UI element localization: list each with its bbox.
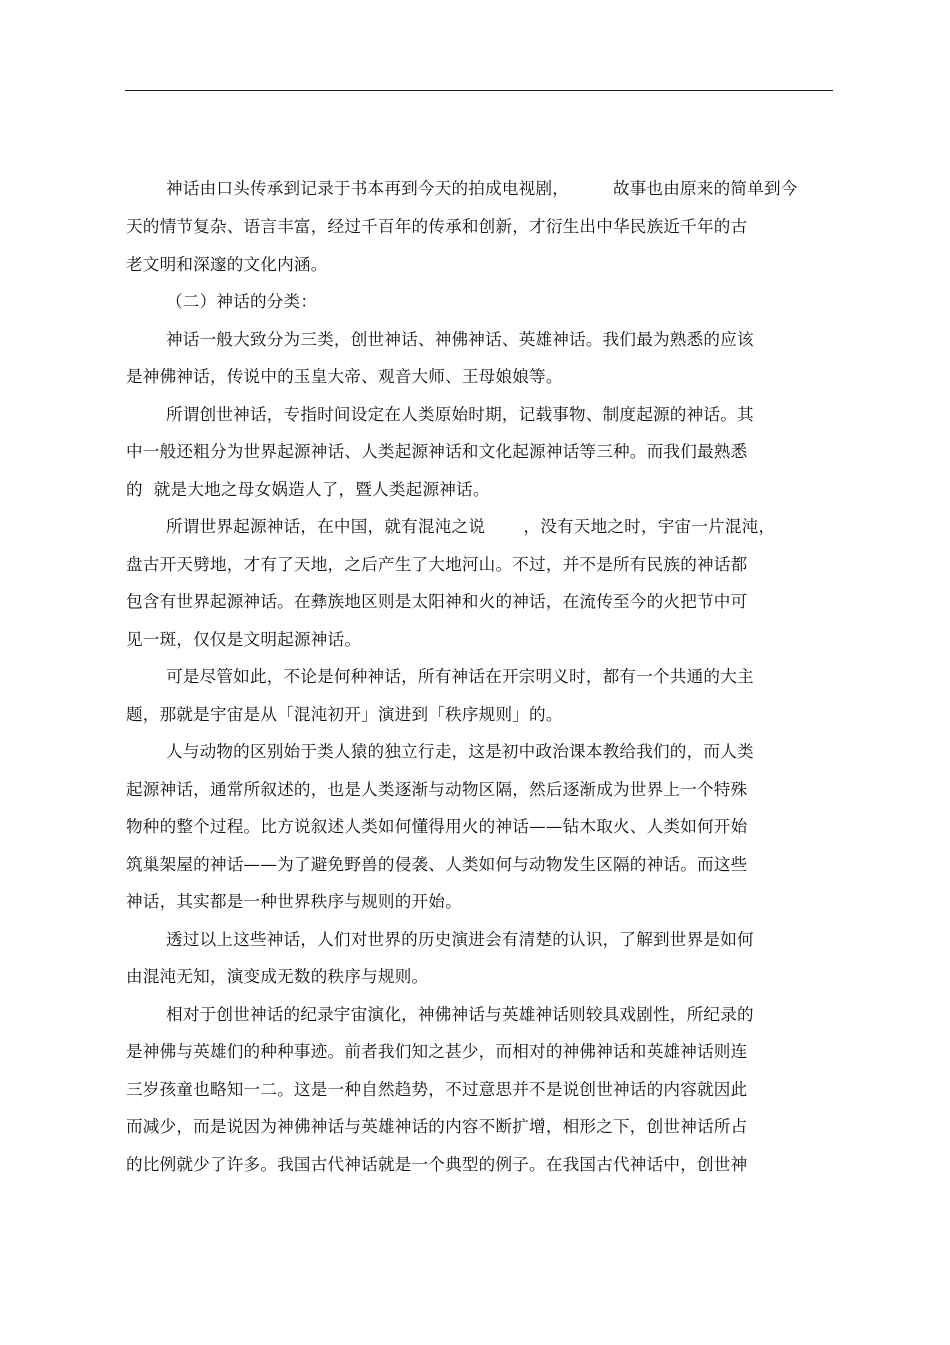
section-heading: （二）神话的分类：	[166, 292, 318, 311]
text-line: 所谓创世神话，专指时间设定在人类原始时期，记载事物、制度起源的神话。其	[166, 405, 754, 424]
text-line: 是神佛神话，传说中的玉皇大帝、观音大师、王母娘娘等。	[126, 367, 563, 386]
header-rule	[125, 90, 833, 91]
text-line: 神话，其实都是一种世界秩序与规则的开始。	[126, 892, 462, 911]
text-line: 所谓世界起源神话，在中国，就有混沌之说 ，没有天地之时，宇宙一片混沌，	[166, 517, 776, 536]
text-line: 的比例就少了许多。我国古代神话就是一个典型的例子。在我国古代神话中，创世神	[126, 1155, 748, 1174]
text-line: 起源神话，通常所叙述的，也是人类逐渐与动物区隔，然后逐渐成为世界上一个特殊	[126, 780, 748, 799]
text-line: 神话一般大致分为三类，创世神话、神佛神话、英雄神话。我们最为熟悉的应该	[166, 330, 754, 349]
text-line: 物种的整个过程。比方说叙述人类如何懂得用火的神话——钻木取火、人类如何开始	[126, 817, 748, 836]
text-line: 人与动物的区别始于类人猿的独立行走，这是初中政治课本教给我们的，而人类	[166, 742, 754, 761]
text-line: 的 就是大地之母女娲造人了，暨人类起源神话。	[126, 480, 490, 499]
text-line: 相对于创世神话的纪录宇宙演化，神佛神话与英雄神话则较具戏剧性，所纪录的	[166, 1005, 754, 1024]
text-line: 中一般还粗分为世界起源神话、人类起源神话和文化起源神话等三种。而我们最熟悉	[126, 442, 748, 461]
text-line: 见一斑，仅仅是文明起源神话。	[126, 630, 362, 649]
text-line: 神话由口头传承到记录于书本再到今天的拍成电视剧， 故事也由原来的简单到今	[166, 179, 798, 198]
text-line: 老文明和深邃的文化内涵。	[126, 255, 328, 274]
text-line: 透过以上这些神话，人们对世界的历史演进会有清楚的认识，了解到世界是如何	[166, 930, 754, 949]
text-line: 筑巢架屋的神话——为了避免野兽的侵袭、人类如何与动物发生区隔的神话。而这些	[126, 855, 748, 874]
text-line: 由混沌无知，演变成无数的秩序与规则。	[126, 967, 429, 986]
text-line: 盘古开天劈地，才有了天地，之后产生了大地河山。不过，并不是所有民族的神话都	[126, 555, 748, 574]
text-line: 题，那就是宇宙是从「混沌初开」演进到「秩序规则」的。	[126, 705, 563, 724]
text-line: 包含有世界起源神话。在彝族地区则是太阳神和火的神话，在流传至今的火把节中可	[126, 592, 748, 611]
text-line: 是神佛与英雄们的种种事迹。前者我们知之甚少，而相对的神佛神话和英雄神话则连	[126, 1042, 748, 1061]
text-line: 天的情节复杂、语言丰富，经过千百年的传承和创新，才衍生出中华民族近千年的古	[126, 217, 748, 236]
text-line: 而减少，而是说因为神佛神话与英雄神话的内容不断扩增，相形之下，创世神话所占	[126, 1117, 748, 1136]
text-line: 可是尽管如此，不论是何种神话，所有神话在开宗明义时，都有一个共通的大主	[166, 667, 754, 686]
text-line: 三岁孩童也略知一二。这是一种自然趋势，不过意思并不是说创世神话的内容就因此	[126, 1080, 748, 1099]
